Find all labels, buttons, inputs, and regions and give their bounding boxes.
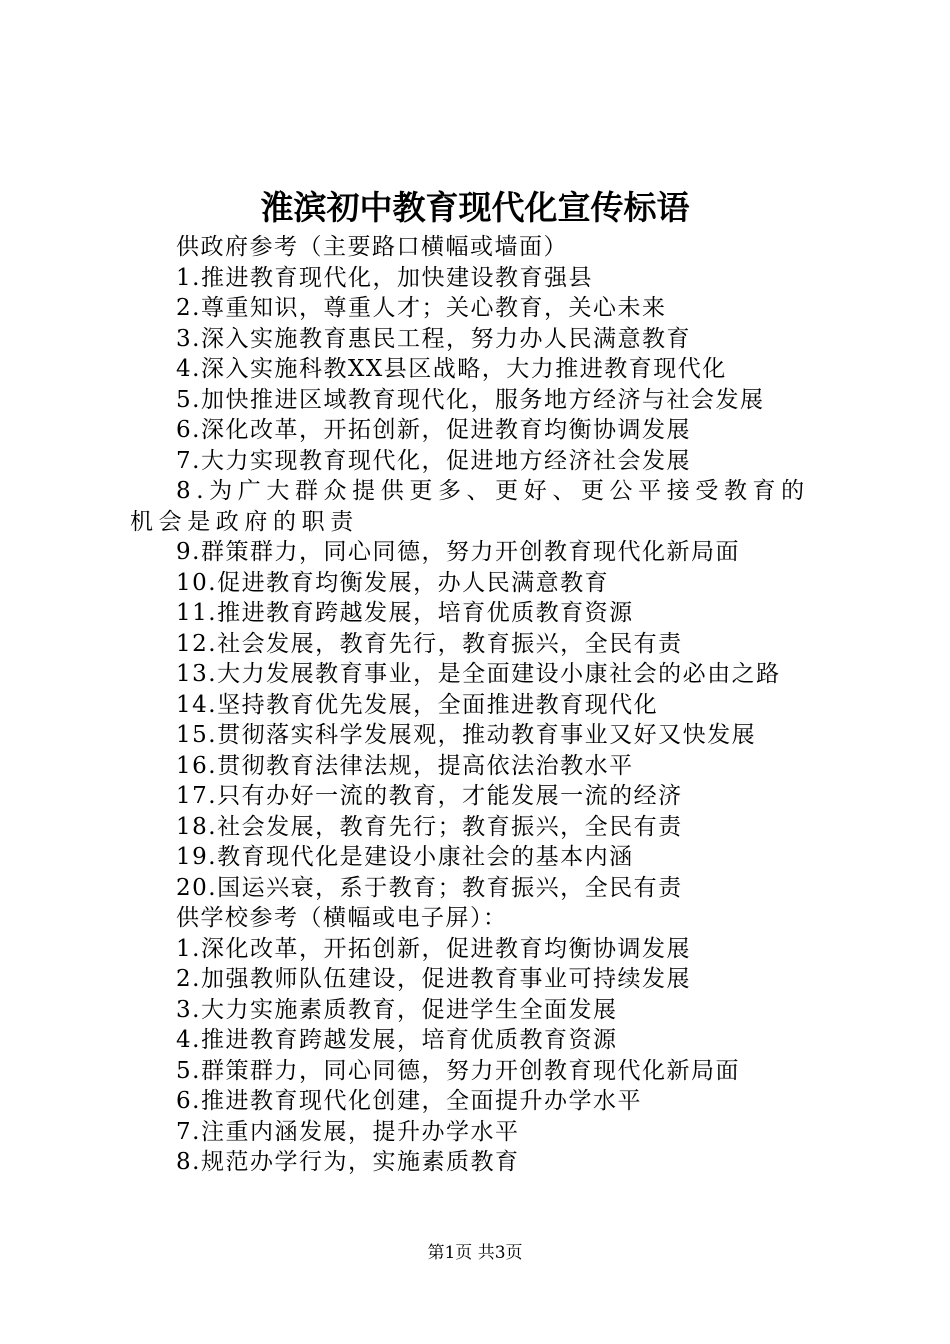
slogan-item: 8.为广大群众提供更多、更好、更公平接受教育的机会是政府的职责 — [130, 478, 810, 535]
slogan-item: 17.只有办好一流的教育，才能发展一流的经济 — [176, 783, 683, 809]
slogan-item: 2.加强教师队伍建设，促进教育事业可持续发展 — [176, 966, 691, 992]
slogan-item: 15.贯彻落实科学发展观，推动教育事业又好又快发展 — [176, 722, 757, 748]
slogan-item: 19.教育现代化是建设小康社会的基本内涵 — [176, 844, 634, 870]
slogan-item: 5.群策群力，同心同德，努力开创教育现代化新局面 — [176, 1057, 740, 1084]
slogan-item: 7.大力实现教育现代化，促进地方经济社会发展 — [176, 447, 691, 474]
slogan-item: 6.深化改革，开拓创新，促进教育均衡协调发展 — [176, 417, 691, 443]
slogan-item: 3.深入实施教育惠民工程，努力办人民满意教育 — [176, 325, 691, 352]
slogan-item: 4.推进教育跨越发展，培育优质教育资源 — [176, 1027, 618, 1053]
slogan-item: 18.社会发展，教育先行；教育振兴，全民有责 — [176, 813, 683, 840]
slogan-item: 2.尊重知识，尊重人才；关心教育，关心未来 — [176, 295, 667, 321]
slogan-item: 13.大力发展教育事业，是全面建设小康社会的必由之路 — [176, 661, 781, 687]
slogan-item: 11.推进教育跨越发展，培育优质教育资源 — [176, 600, 634, 626]
slogan-item: 1.深化改革，开拓创新，促进教育均衡协调发展 — [176, 935, 691, 962]
page-footer: 第1页 共3页 — [427, 1243, 523, 1263]
section-heading-government: 供政府参考（主要路口横幅或墙面） — [176, 234, 568, 260]
slogan-item: 9.群策群力，同心同德，努力开创教育现代化新局面 — [176, 539, 740, 565]
slogan-item: 20.国运兴衰，系于教育；教育振兴，全民有责 — [176, 874, 683, 901]
slogan-item: 7.注重内涵发展，提升办学水平 — [176, 1118, 520, 1145]
slogan-item: 14.坚持教育优先发展，全面推进教育现代化 — [176, 691, 659, 718]
slogan-item: 5.加快推进区域教育现代化，服务地方经济与社会发展 — [176, 386, 765, 413]
slogan-item: 12.社会发展，教育先行，教育振兴，全民有责 — [176, 630, 683, 657]
slogan-item: 10.促进教育均衡发展，办人民满意教育 — [176, 569, 610, 596]
slogan-item: 6.推进教育现代化创建，全面提升办学水平 — [176, 1088, 642, 1114]
slogan-item: 16.贯彻教育法律法规，提高依法治教水平 — [176, 752, 634, 779]
slogan-item: 3.大力实施素质教育，促进学生全面发展 — [176, 996, 618, 1023]
document-body — [130, 232, 830, 1178]
slogan-item: 1.推进教育现代化，加快建设教育强县 — [176, 264, 593, 291]
section-heading-school: 供学校参考（横幅或电子屏）： — [176, 905, 508, 931]
document-title: 淮滨初中教育现代化宣传标语 — [260, 188, 690, 227]
slogan-item: 4.深入实施科教XX县区战略，大力推进教育现代化 — [176, 356, 727, 382]
slogan-item: 8.规范办学行为，实施素质教育 — [176, 1149, 520, 1175]
